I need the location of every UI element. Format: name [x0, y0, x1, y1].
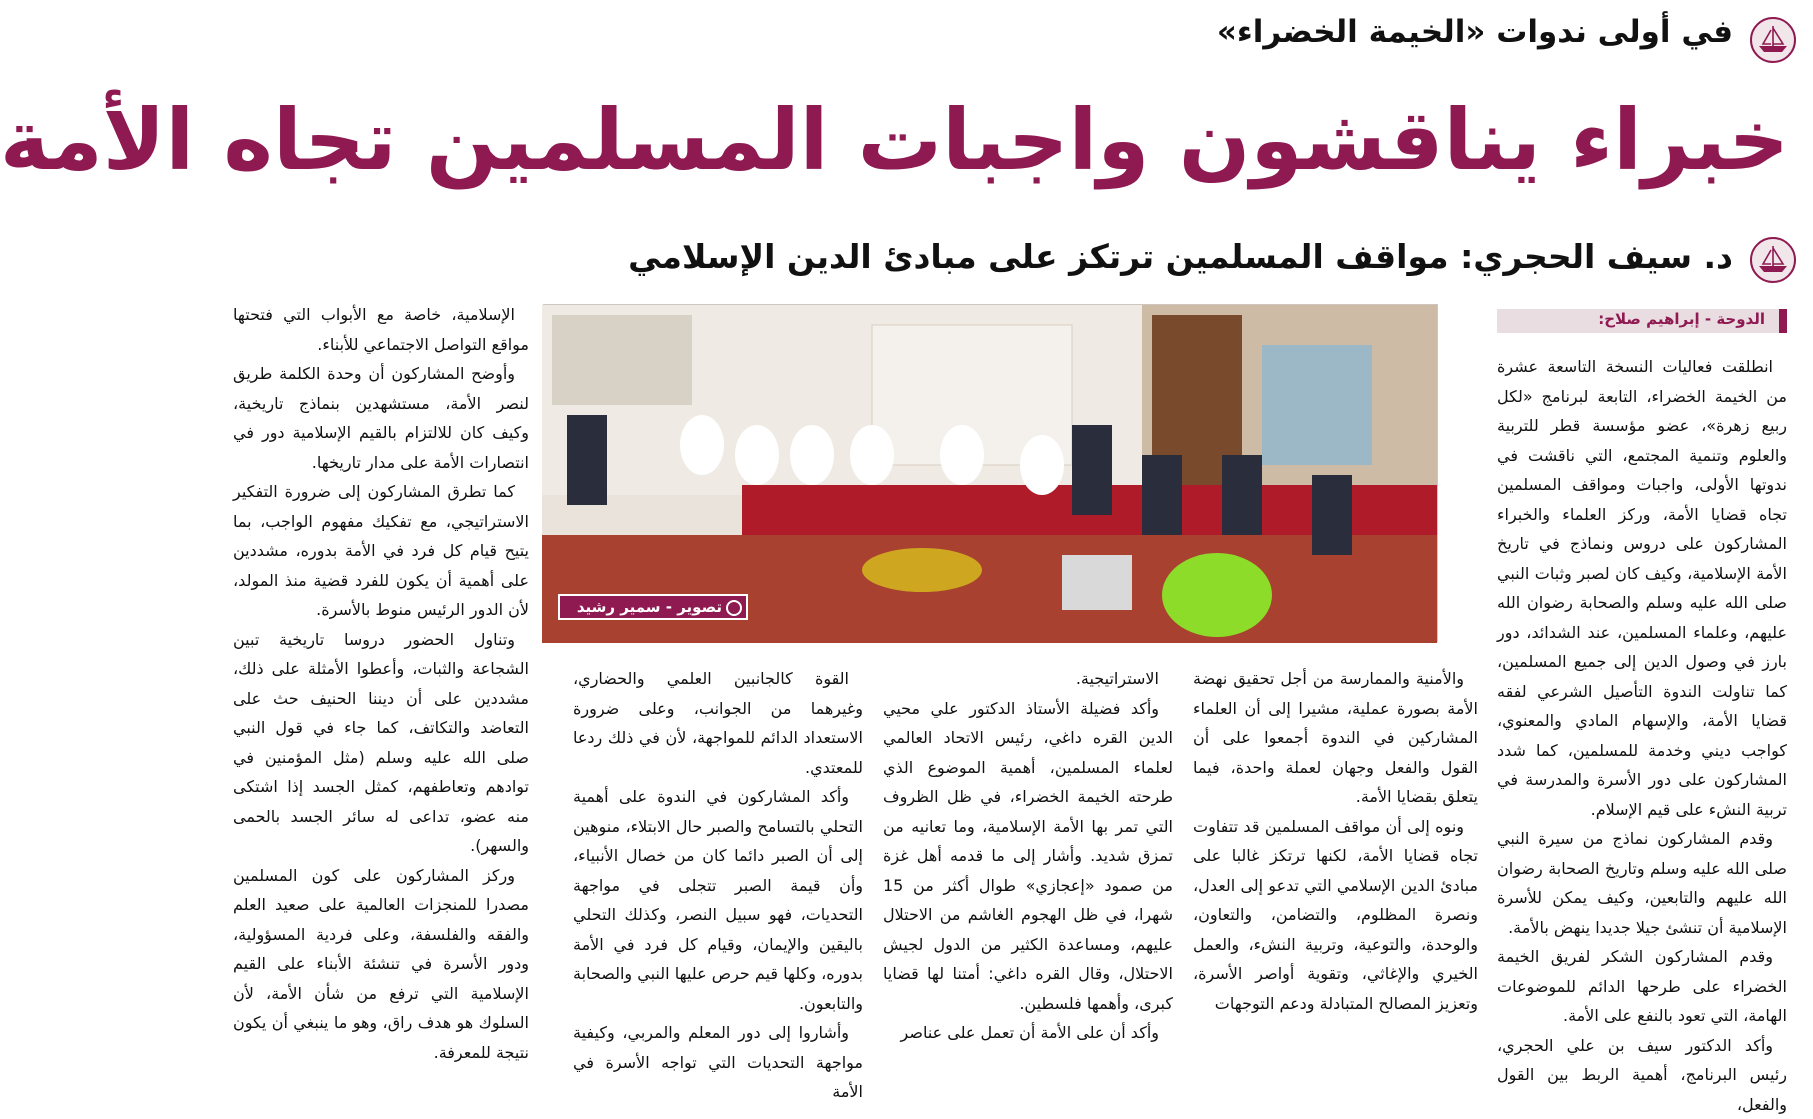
paragraph: والأمنية والممارسة من أجل تحقيق نهضة الأمة بصورة عملية، مشيرا إلى أن العلماء المشاركين في الندوة أجمعوا على أن القول والفعل وجهان لعملة واحدة، فيما يتعلق بقضايا الأمة. [1193, 664, 1478, 812]
headline: خبراء يناقشون واجبات المسلمين تجاه الأمة [237, 78, 1789, 206]
article-photo [543, 304, 1438, 642]
dateline-text: الدوحة - إبراهيم صلاح: [1598, 310, 1765, 328]
paragraph: الاستراتيجية. [883, 664, 1173, 694]
article-column-4 [573, 664, 863, 998]
photo-credit-text: تصوير - سمير رشيد [577, 598, 722, 616]
article-column-3 [883, 664, 1173, 998]
paragraph: وركز المشاركون على كون المسلمين مصدرا للمنجزات العالمية على صعيد العلم والفقه والفلسفة، وعلى فردية المسؤولية، ودور الأسرة في تنشئة الأبناء على القيم الإسلامية التي ترفع من شأن الأمة، لأن السلوك هو هدف راق، وهو ما ينبغي أن يكون نتيجة للمعرفة. [233, 861, 529, 1068]
photo-scene [542, 305, 1437, 643]
subhead-speaker: د. سيف الحجري: [1460, 237, 1733, 276]
article-column-2 [1193, 664, 1478, 998]
article-column-1 [1497, 352, 1787, 998]
paragraph: وأشاروا إلى دور المعلم والمربي، وكيفية مواجهة التحديات التي تواجه الأسرة في الأمة [573, 1018, 863, 1107]
paragraph: وأكد أن على الأمة أن تعمل على عناصر [883, 1018, 1173, 1048]
paragraph: القوة كالجانبين العلمي والحضاري، وغيرهما من الجوانب، وعلى ضرورة الاستعداد الدائم للمواجهة، لأن في ذلك ردعا للمعتدي. [573, 664, 863, 782]
photo-credit [558, 594, 748, 620]
kicker: في أولى ندوات «الخيمة الخضراء» [1217, 14, 1733, 50]
paragraph: الإسلامية، خاصة مع الأبواب التي فتحتها مواقع التواصل الاجتماعي للأبناء. [233, 300, 529, 359]
paragraph: كما تطرق المشاركون إلى ضرورة التفكير الاستراتيجي، مع تفكيك مفهوم الواجب، بما يتيح قيام كل فرد في الأمة بدوره، مشددين على أهمية أن يكون للفرد قضية منذ المولد، لأن الدور الرئيس منوط بالأسرة. [233, 477, 529, 625]
paragraph: وأكد الدكتور سيف بن علي الحجري، رئيس البرنامج، أهمية الربط بين القول والفعل، [1497, 1031, 1787, 1119]
paragraph: وتناول الحضور دروسا تاريخية تبين الشجاعة والثبات، وأعطوا الأمثلة على ذلك، مشددين على أن ديننا الحنيف حث على التعاضد والتكاتف، كما جاء في قول النبي صلى الله عليه وسلم (مثل المؤمنين في توادهم وتعاطفهم، كمثل الجسد إذا اشتكى منه عضو، تداعى له سائر الجسد بالحمى والسهر). [233, 625, 529, 861]
paragraph: انطلقت فعاليات النسخة التاسعة عشرة من الخيمة الخضراء، التابعة لبرنامج «لكل ربيع زهرة»، عضو مؤسسة قطر للتربية والعلوم وتنمية المجتمع، التي ناقشت في ندوتها الأولى، واجبات ومواقف المسلمين تجاه قضايا الأمة، وركز العلماء والخبراء المشاركون على دروس ونماذج في تاريخ الأمة الإسلامية، وكيف كان لصبر وثبات النبي صلى الله عليه وسلم والصحابة رضوان الله عليهم، وعلماء المسلمين، عند الشدائد، دور بارز في وصول الدين إلى جميع المسلمين، كما تناولت الندوة التأصيل الشرعي لفقه قضايا الأمة، والإسهام المادي والمعنوي، كواجب ديني وخدمة للمسلمين، كما شدد المشاركون على دور الأسرة والمدرسة في تربية النشء على قيم الإسلام. [1497, 352, 1787, 824]
paragraph: ونوه إلى أن مواقف المسلمين قد تتفاوت تجاه قضايا الأمة، لكنها ترتكز غالبا على مبادئ الدين الإسلامي التي تدعو إلى العدل، ونصرة المظلوم، والتضامن، والتعاون، والوحدة، والتوعية، وتربية النشء، والعمل الخيري والإغاثي، وتقوية أواصر الأسرة، وتعزيز المصالح المتبادلة ودعم التوجهات [1193, 812, 1478, 1019]
dateline [1497, 309, 1787, 333]
paragraph: وقدم المشاركون الشكر لفريق الخيمة الخضراء على طرحها الدائم للموضوعات الهامة، التي تعود بالنفع على الأمة. [1497, 942, 1787, 1031]
article-column-5 [233, 300, 529, 998]
paragraph: وأوضح المشاركون أن وحدة الكلمة طريق لنصر الأمة، مستشهدين بنماذج تاريخية، وكيف كان للالتزام بالقيم الإسلامية دور في انتصارات الأمة على مدار تاريخها. [233, 359, 529, 477]
newspaper-ship-logo [1749, 16, 1797, 64]
paragraph: وقدم المشاركون نماذج من سيرة النبي صلى الله عليه وسلم وتاريخ الصحابة رضوان الله عليهم والتابعين، وكيف يمكن للأسرة الإسلامية أن تنشئ جيلا جديدا ينهض بالأمة. [1497, 824, 1787, 942]
paragraph: وأكد فضيلة الأستاذ الدكتور علي محيي الدين القره داغي، رئيس الاتحاد العالمي لعلماء المسلمين، أهمية الموضوع الذي طرحته الخيمة الخضراء، في ظل الظروف التي تمر بها الأمة الإسلامية، وما تعانيه من تمزق شديد. وأشار إلى ما قدمه أهل غزة من صمود «إعجازي» طوال أكثر من 15 شهرا، في ظل الهجوم الغاشم من الاحتلال عليهم، ومساعدة الكثير من الدول لجيش الاحتلال، وقال القره داغي: أمتنا لها قضايا كبرى، وأهمها فلسطين. [883, 694, 1173, 1019]
camera-icon [726, 600, 742, 616]
subhead-text: مواقف المسلمين ترتكز على مبادئ الدين الإسلامي [628, 237, 1460, 276]
subheadline [628, 232, 1733, 282]
newspaper-ship-logo [1749, 236, 1797, 284]
paragraph: وأكد المشاركون في الندوة على أهمية التحلي بالتسامح والصبر حال الابتلاء، منوهين إلى أن الصبر دائما كان من خصال الأنبياء، وأن قيمة الصبر تتجلى في مواجهة التحديات، فهو سبيل النصر، وكذلك التحلي باليقين والإيمان، وقيام كل فرد في الأمة بدوره، وكلها قيم حرص عليها النبي والصحابة والتابعون. [573, 782, 863, 1018]
